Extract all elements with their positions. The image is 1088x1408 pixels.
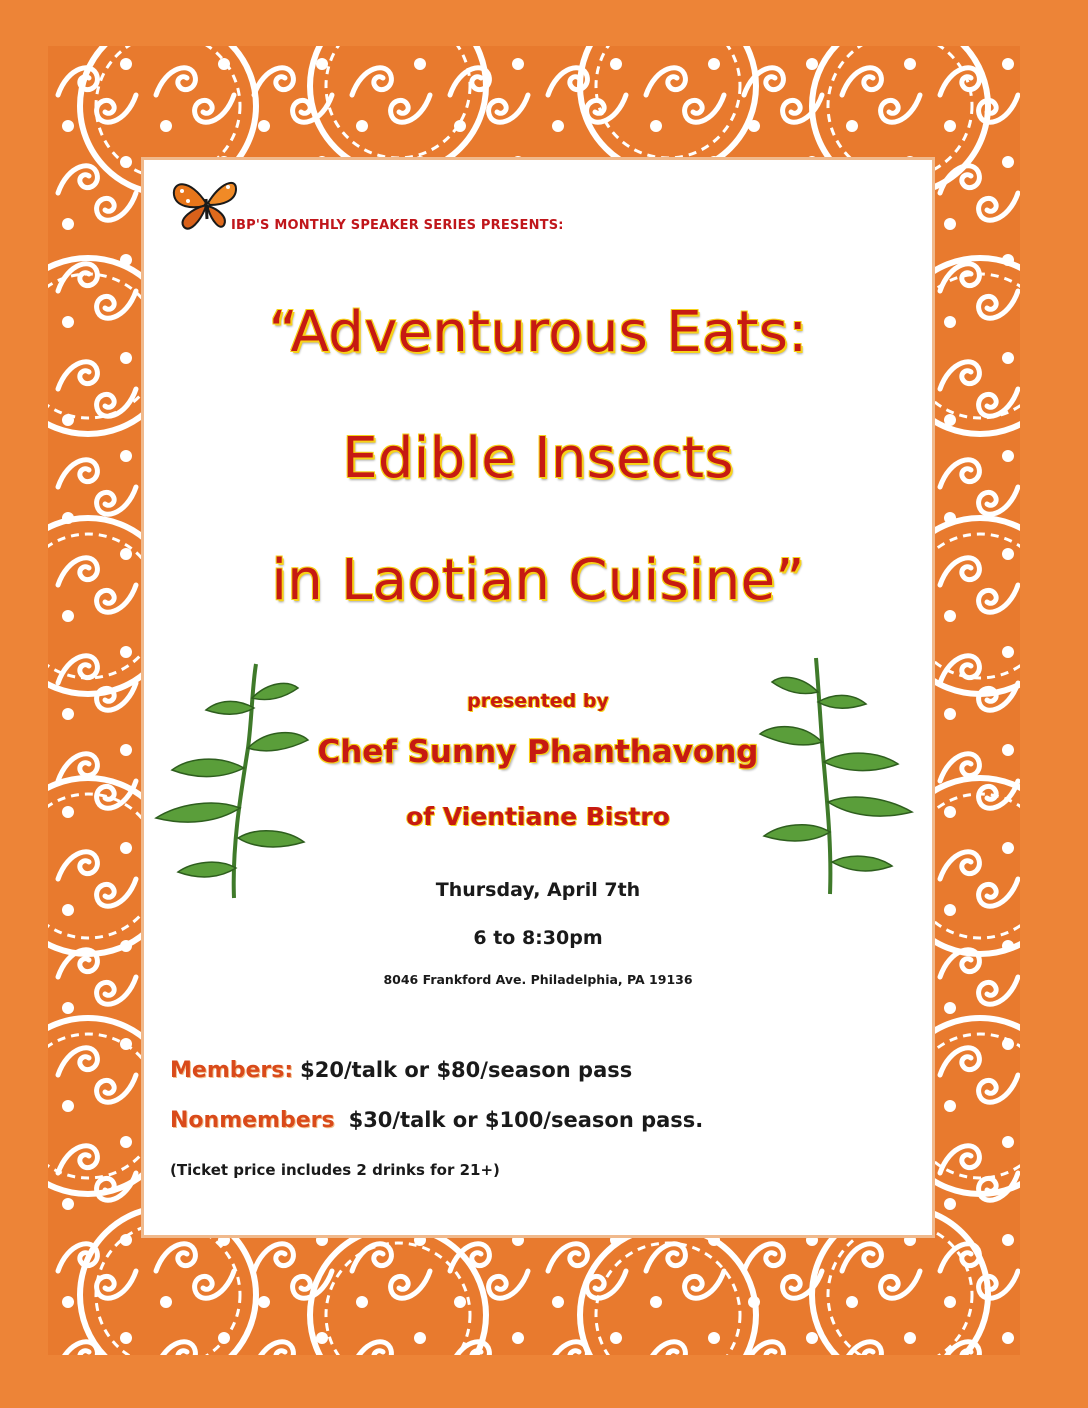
nonmembers-price: $30/talk or $100/season pass. bbox=[348, 1108, 704, 1132]
title-line-1: “Adventurous Eats: bbox=[268, 300, 808, 365]
event-address: 8046 Frankford Ave. Philadelphia, PA 19136 bbox=[383, 972, 693, 987]
plant-right-icon bbox=[752, 652, 922, 898]
presenter-name: Chef Sunny Phanthavong bbox=[317, 734, 759, 770]
presenter-affiliation: of Vientiane Bistro bbox=[406, 802, 670, 831]
series-header: IBP'S MONTHLY SPEAKER SERIES PRESENTS: bbox=[231, 218, 564, 233]
ticket-note: (Ticket price includes 2 drinks for 21+) bbox=[170, 1161, 500, 1179]
members-label: Members: bbox=[170, 1058, 294, 1083]
plant-left-icon bbox=[148, 658, 318, 904]
presented-by-label: presented by bbox=[467, 690, 609, 712]
title-line-3: in Laotian Cuisine” bbox=[271, 548, 805, 613]
event-time: 6 to 8:30pm bbox=[473, 927, 603, 949]
nonmembers-label: Nonmembers bbox=[170, 1108, 335, 1133]
members-price-row bbox=[170, 1058, 632, 1083]
event-date: Thursday, April 7th bbox=[435, 879, 641, 901]
members-price: $20/talk or $80/season pass bbox=[300, 1058, 633, 1082]
nonmembers-price-row bbox=[170, 1108, 703, 1133]
title-line-2: Edible Insects bbox=[342, 426, 734, 491]
